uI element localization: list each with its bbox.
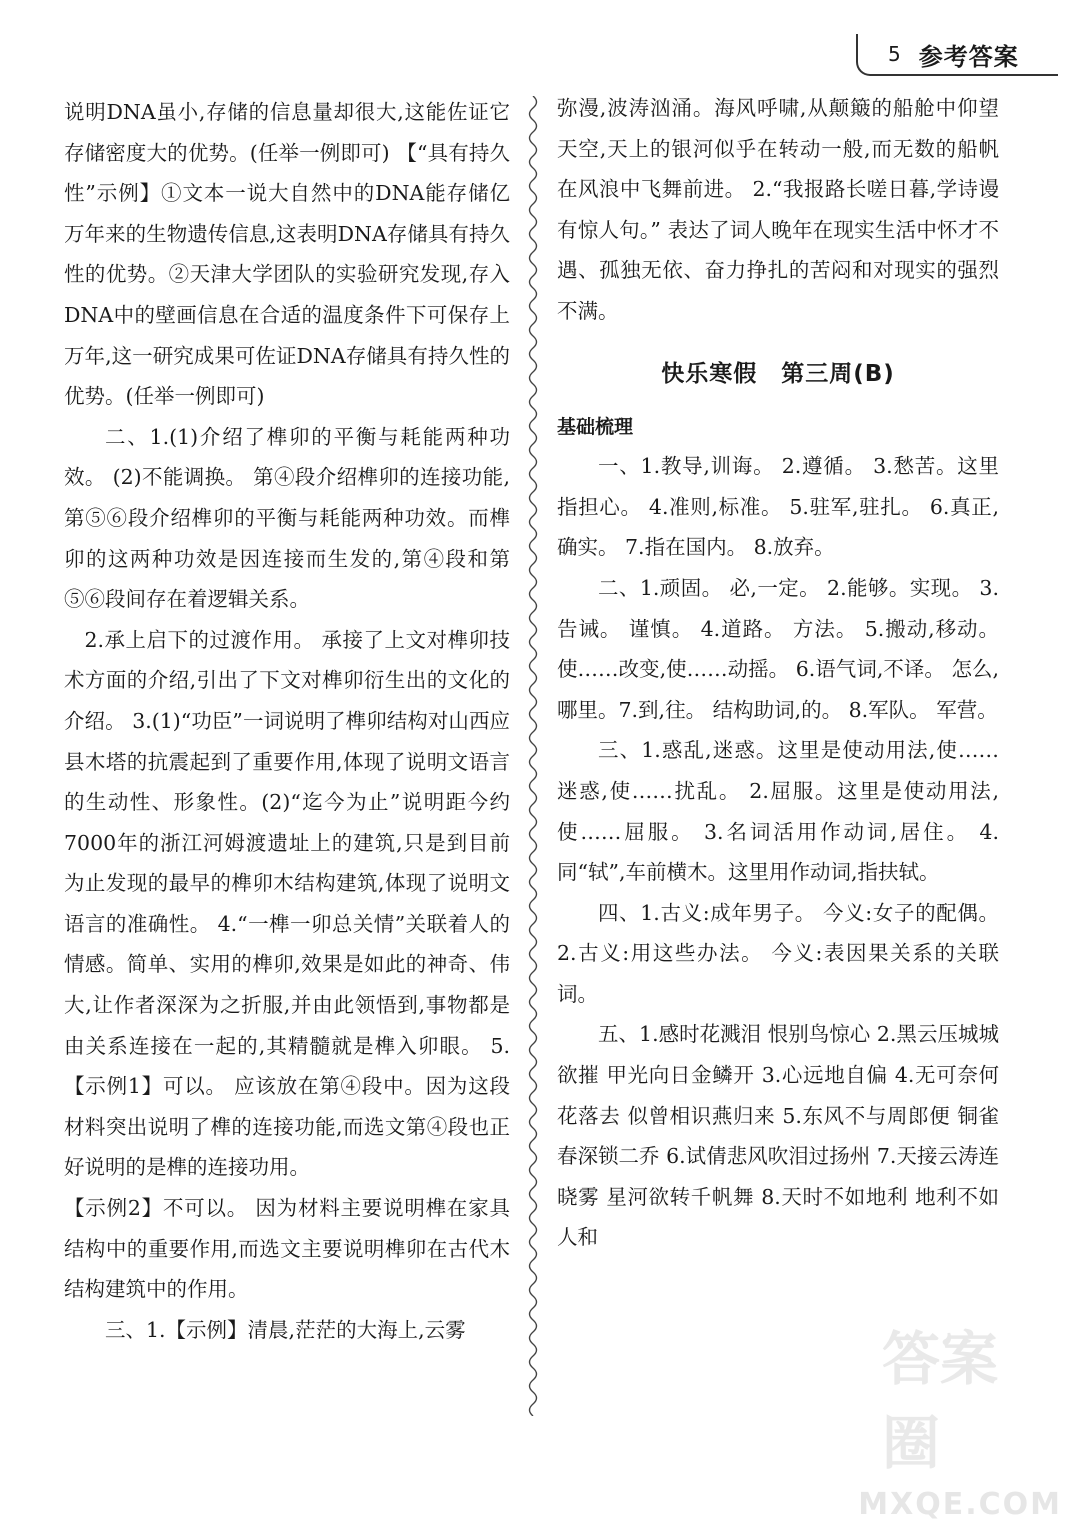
header-title: 参考答案 (918, 42, 1019, 71)
left-column (64, 92, 510, 1350)
watermark-logo: 答案圈 (882, 1325, 999, 1477)
right-para-3: 三、1.惑乱,迷惑。这里是使动用法,使……迷惑,使……扰乱。 2.屈服。这里是使动用法,使……屈服。 3.名词活用作动词,居住。 4.同“轼”,车前横木。这里用作动词,指扶轼。 (557, 738, 999, 885)
right-para-4: 四、1.古义:成年男子。 今义:女子的配偶。 2.古义:用这些办法。 今义:表因果关系的关联词。 (557, 900, 999, 1006)
right-column (557, 88, 999, 1258)
left-para-3: 2.承上启下的过渡作用。 承接了上文对榫卯技术方面的介绍,引出了下文对榫卯衍生出的文化的介绍。 3.(1)“功臣”一词说明了榫卯结构对山西应县木塔的抗震起到了重要作用,体现了说明文语言的生动性、形象性。(2)“迄今为止”说明距今约7000年的浙江河姆渡遗址上的建筑,只是到目前为止发现的最早的榫卯木结构建筑,体现了说明文语言的准确性。 4.“一榫一卯总关情”关联着人的情感。简单、实用的榫卯,效果是如此的神奇、伟大,让作者深深为之折服,并由此领悟到,事物都是由关系连接在一起的,其精髓就是榫入卯眼。 5.【示例1】可以。 应该放在第④段中。因为这段材料突出说明了榫的连接功能,而选文第④段也正好说明的是榫的连接功用。 (64, 627, 510, 1180)
right-para-2: 二、1.顽固。 必,一定。 2.能够。实现。 3.告诫。 谨慎。 4.道路。 方法。 5.搬动,移动。 使……改变,使……动摇。 6.语气词,不译。 怎么,哪里。7.到,往。 结构助词,的。 8.军队。 军营。 (557, 575, 999, 722)
right-para-1: 一、1.教导,训诲。 2.遵循。 3.愁苦。这里指担心。 4.准则,标准。 5.驻军,驻扎。 6.真正,确实。 7.指在国内。 8.放弃。 (557, 454, 999, 560)
left-para-5: 三、1.【示例】清晨,茫茫的大海上,云雾 (105, 1317, 466, 1342)
subheading: 基础梳理 (557, 416, 634, 439)
right-para-5: 五、1.感时花溅泪 恨别鸟惊心 2.黑云压城城欲摧 甲光向日金鳞开 3.心远地自偏 4.无可奈何花落去 似曾相识燕归来 5.东风不与周郎便 铜雀春深锁二乔 6.试倩悲风吹泪过扬州 7.天接云涛连晓雾 星河欲转千帆舞 8.天时不如地利 地利不如人和 (557, 1022, 999, 1250)
page-number: 5 (888, 42, 901, 66)
section-title: 快乐寒假 第三周(B) (661, 360, 895, 387)
page-header-tab (856, 34, 1058, 76)
left-para-2: 二、1.(1)介绍了榫卯的平衡与耗能两种功效。 (2)不能调换。 第④段介绍榫卯的连接功能,第⑤⑥段介绍榫卯的平衡与耗能两种功效。而榫卯的这两种功效是因连接而生发的,第④段和第⑤⑥段间存在着逻辑关系。 (64, 424, 510, 612)
left-para-4: 【示例2】不可以。 因为材料主要说明榫在家具结构中的重要作用,而选文主要说明榫卯在古代木结构建筑中的作用。 (64, 1196, 510, 1302)
left-para-1: 说明DNA虽小,存储的信息量却很大,这能佐证它存储密度大的优势。(任举一例即可) 【“具有持久性”示例】①文本一说大自然中的DNA能存储亿万年来的生物遗传信息,这表明DNA存储具有持久性的优势。②天津大学团队的实验研究发现,存入DNA中的壁画信息在合适的温度条件下可保存上万年,这一研究成果可佐证DNA存储具有持久性的优势。(任举一例即可) (64, 100, 510, 409)
watermark (858, 1325, 1082, 1532)
column-divider-wave (522, 96, 544, 1416)
right-continuation: 弥漫,波涛汹涌。海风呼啸,从颠簸的船舱中仰望天空,天上的银河似乎在转动一般,而无数的船帆在风浪中飞舞前进。 2.“我报路长嗟日暮,学诗谩有惊人句。” 表达了词人晚年在现实生活中怀才不遇、孤独无依、奋力挣扎的苦闷和对现实的强烈不满。 (557, 96, 999, 323)
watermark-site: MXQE.COM (858, 1487, 1062, 1522)
